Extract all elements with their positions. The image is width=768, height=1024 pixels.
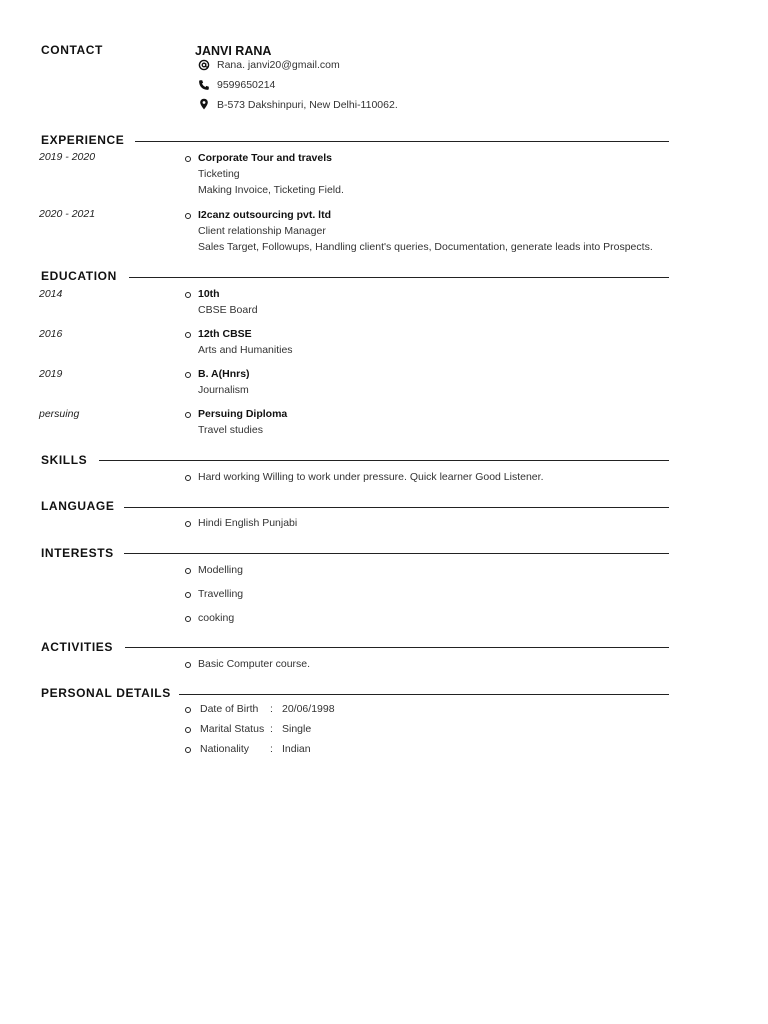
bullet-icon xyxy=(185,616,191,622)
education-detail: Travel studies xyxy=(198,424,263,436)
personal-details-divider xyxy=(179,694,669,695)
education-detail: Arts and Humanities xyxy=(198,344,293,356)
skills-heading: SKILLS xyxy=(41,453,88,467)
skills-divider xyxy=(99,460,669,461)
interests-heading: INTERESTS xyxy=(41,546,114,560)
experience-date: 2019 - 2020 xyxy=(39,151,96,163)
interests-item: Modelling xyxy=(198,564,243,576)
experience-description: Sales Target, Followups, Handling client's queries, Documentation, generate leads into Prospects. xyxy=(198,241,653,253)
candidate-name: JANVI RANA xyxy=(195,44,272,58)
bullet-icon xyxy=(185,332,191,338)
bullet-icon xyxy=(185,412,191,418)
experience-title: I2canz outsourcing pvt. ltd xyxy=(198,209,332,221)
education-date: 2014 xyxy=(39,288,63,300)
skills-item: Hard working Willing to work under pressure. Quick learner Good Listener. xyxy=(198,471,544,483)
education-date: 2019 xyxy=(39,368,63,380)
bullet-icon xyxy=(185,662,191,668)
dob-separator: : xyxy=(270,703,273,715)
contact-email[interactable]: Rana. janvi20@gmail.com xyxy=(217,59,340,71)
email-icon xyxy=(198,59,210,71)
bullet-icon xyxy=(185,707,191,713)
bullet-icon xyxy=(185,592,191,598)
education-divider xyxy=(129,277,669,278)
phone-icon xyxy=(198,79,210,91)
education-title: 12th CBSE xyxy=(198,328,252,340)
contact-heading: CONTACT xyxy=(41,43,103,57)
interests-divider xyxy=(124,553,669,554)
interests-item: cooking xyxy=(198,612,235,624)
interests-item: Travelling xyxy=(198,588,244,600)
bullet-icon xyxy=(185,521,191,527)
marital-status-separator: : xyxy=(270,723,273,735)
location-pin-icon xyxy=(198,98,210,110)
contact-address: B-573 Dakshinpuri, New Delhi-110062. xyxy=(217,99,398,111)
language-heading: LANGUAGE xyxy=(41,499,115,513)
language-divider xyxy=(124,507,669,508)
bullet-icon xyxy=(185,156,191,162)
experience-description: Making Invoice, Ticketing Field. xyxy=(198,184,344,196)
bullet-icon xyxy=(185,292,191,298)
education-date: persuing xyxy=(39,408,80,420)
bullet-icon xyxy=(185,568,191,574)
education-title: 10th xyxy=(198,288,220,300)
dob-label: Date of Birth xyxy=(200,703,259,715)
activities-divider xyxy=(125,647,669,648)
nationality-separator: : xyxy=(270,743,273,755)
bullet-icon xyxy=(185,475,191,481)
education-title: Persuing Diploma xyxy=(198,408,288,420)
bullet-icon xyxy=(185,727,191,733)
contact-phone[interactable]: 9599650214 xyxy=(217,79,276,91)
experience-heading: EXPERIENCE xyxy=(41,133,125,147)
education-heading: EDUCATION xyxy=(41,269,117,283)
experience-date: 2020 - 2021 xyxy=(39,208,96,220)
experience-role: Client relationship Manager xyxy=(198,225,326,237)
bullet-icon xyxy=(185,213,191,219)
experience-title: Corporate Tour and travels xyxy=(198,152,332,164)
nationality-value: Indian xyxy=(282,743,311,755)
language-item: Hindi English Punjabi xyxy=(198,517,298,529)
bullet-icon xyxy=(185,372,191,378)
bullet-icon xyxy=(185,747,191,753)
experience-divider xyxy=(135,141,669,142)
education-detail: CBSE Board xyxy=(198,304,258,316)
dob-value: 20/06/1998 xyxy=(282,703,335,715)
marital-status-label: Marital Status xyxy=(200,723,265,735)
experience-role: Ticketing xyxy=(198,168,240,180)
activities-item: Basic Computer course. xyxy=(198,658,311,670)
education-detail: Journalism xyxy=(198,384,249,396)
education-title: B. A(Hnrs) xyxy=(198,368,250,380)
education-date: 2016 xyxy=(39,328,63,340)
activities-heading: ACTIVITIES xyxy=(41,640,114,654)
personal-details-heading: PERSONAL DETAILS xyxy=(41,686,171,700)
marital-status-value: Single xyxy=(282,723,312,735)
nationality-label: Nationality xyxy=(200,743,250,755)
